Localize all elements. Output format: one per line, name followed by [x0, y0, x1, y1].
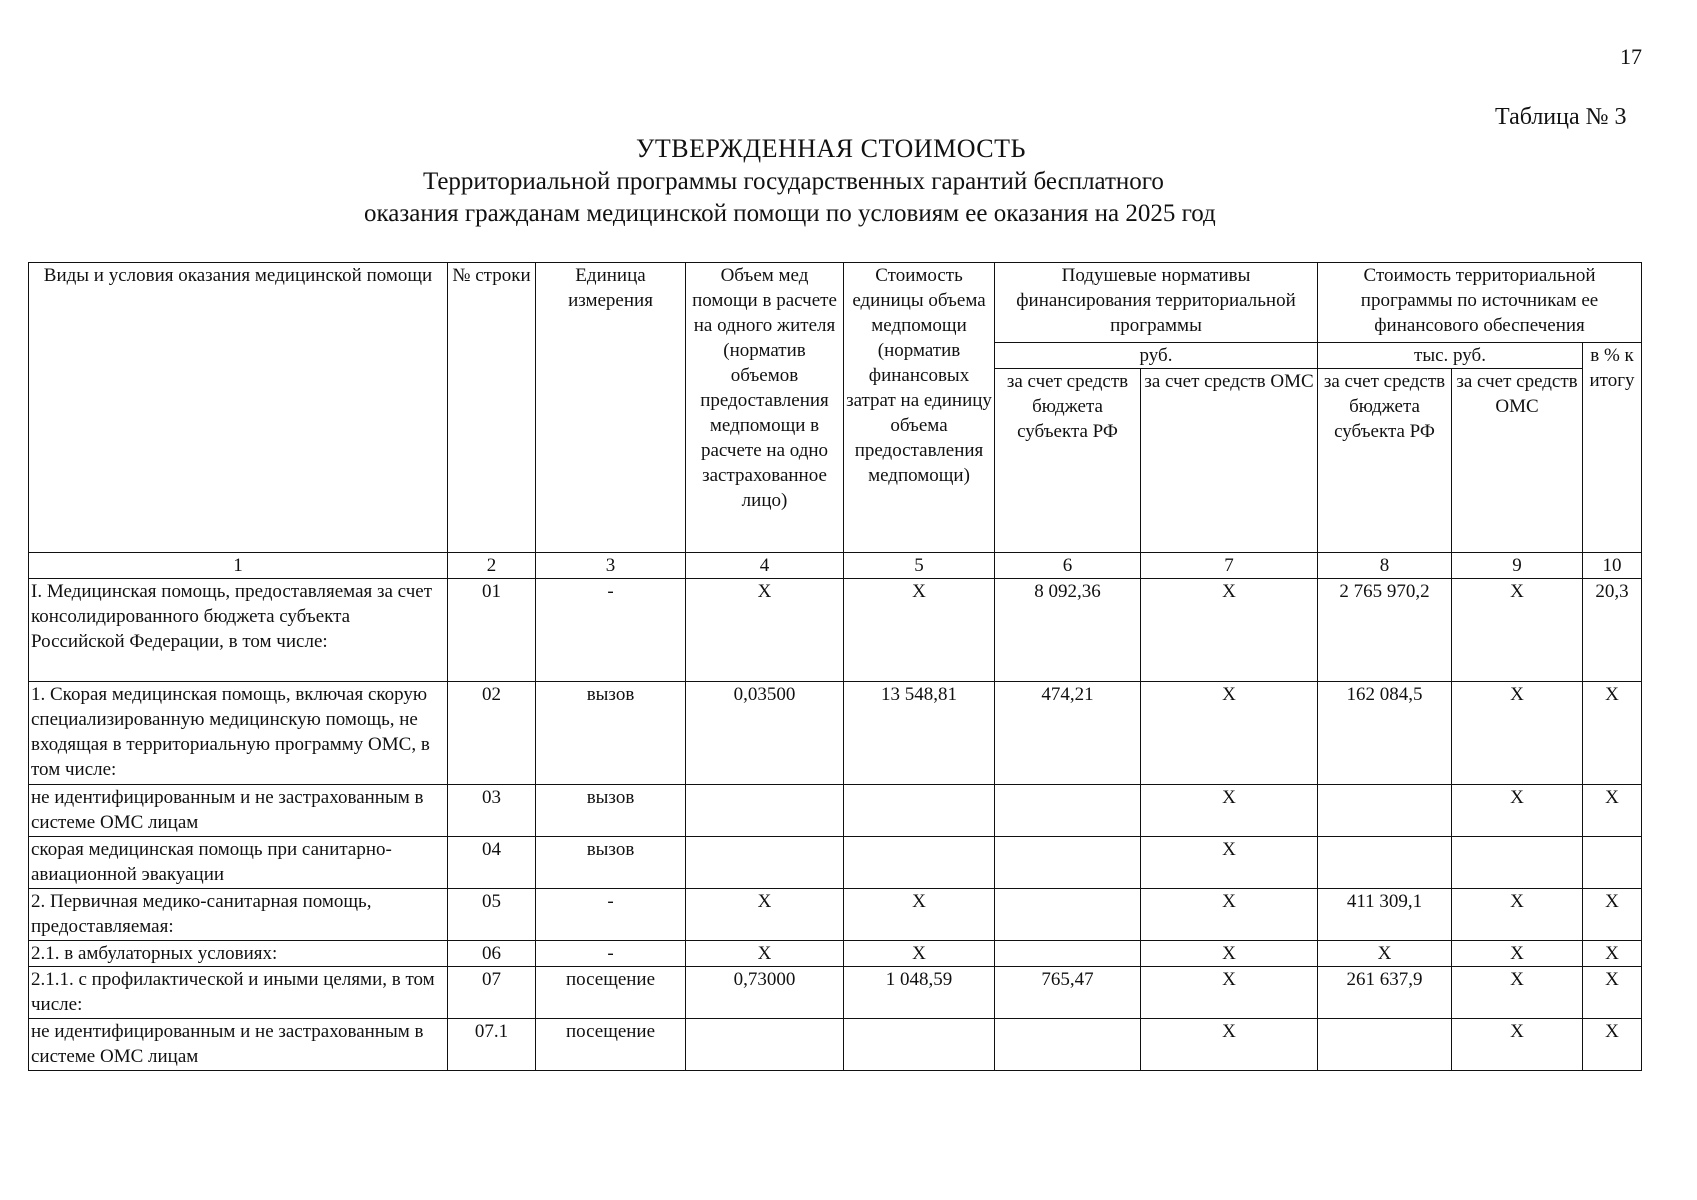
row-label: 2.1.1. с профилактической и иными целями, в том числе:	[29, 967, 448, 1019]
header-row-number: № строки	[448, 263, 536, 553]
cell-budget-cost	[1318, 785, 1452, 837]
row-number: 02	[448, 682, 536, 785]
title-line-2: оказания гражданам медицинской помощи по условиям ее оказания на 2025 год	[364, 200, 1216, 227]
cell-unit: вызов	[536, 837, 686, 889]
cell-budget-cost: 261 637,9	[1318, 967, 1452, 1019]
cell-oms-per-capita: X	[1141, 837, 1318, 889]
cell-unit: -	[536, 579, 686, 682]
cell-budget-cost: 2 765 970,2	[1318, 579, 1452, 682]
cell-unit: вызов	[536, 682, 686, 785]
cell-percent: 20,3	[1583, 579, 1642, 682]
cell-budget-cost: X	[1318, 941, 1452, 967]
header-budget-per-capita: за счет средств бюджета субъекта РФ	[995, 369, 1141, 553]
cell-oms-cost: X	[1452, 579, 1583, 682]
cell-volume	[686, 837, 844, 889]
cell-budget-per-capita	[995, 889, 1141, 941]
cell-percent: X	[1583, 682, 1642, 785]
header-unit-rub: руб.	[995, 343, 1318, 369]
cell-percent: X	[1583, 967, 1642, 1019]
cell-unit: вызов	[536, 785, 686, 837]
column-number: 10	[1583, 553, 1642, 579]
cell-unit: -	[536, 889, 686, 941]
column-number: 2	[448, 553, 536, 579]
header-unit: Единица измерения	[536, 263, 686, 553]
row-number: 03	[448, 785, 536, 837]
cell-budget-per-capita	[995, 785, 1141, 837]
cell-percent	[1583, 837, 1642, 889]
header-volume: Объем мед помощи в расчете на одного жителя (норматив объемов предоставления медпомощи в расчете на одно застрахованное лицо)	[686, 263, 844, 553]
row-label: скорая медицинская помощь при санитарно-авиационной эвакуации	[29, 837, 448, 889]
cell-budget-per-capita	[995, 837, 1141, 889]
cell-oms-per-capita: X	[1141, 967, 1318, 1019]
cell-budget-per-capita: 474,21	[995, 682, 1141, 785]
cell-oms-cost: X	[1452, 785, 1583, 837]
cell-volume: 0,73000	[686, 967, 844, 1019]
row-number: 06	[448, 941, 536, 967]
header-kinds-conditions: Виды и условия оказания медицинской помощи	[29, 263, 448, 553]
cell-budget-cost	[1318, 1019, 1452, 1071]
table-row	[29, 941, 1642, 967]
cell-percent: X	[1583, 889, 1642, 941]
row-number: 05	[448, 889, 536, 941]
page-number: 17	[1620, 44, 1642, 69]
cell-oms-cost: X	[1452, 889, 1583, 941]
column-number: 8	[1318, 553, 1452, 579]
cell-unit-cost	[844, 785, 995, 837]
cell-unit-cost	[844, 837, 995, 889]
header-percent-of-total: в % к итогу	[1583, 343, 1642, 553]
cell-budget-cost: 411 309,1	[1318, 889, 1452, 941]
cell-unit-cost: X	[844, 579, 995, 682]
row-label: 2. Первичная медико-санитарная помощь, предоставляемая:	[29, 889, 448, 941]
column-numbers-row	[29, 553, 1642, 579]
row-label: не идентифицированным и не застрахованным в системе ОМС лицам	[29, 1019, 448, 1071]
cell-volume: X	[686, 889, 844, 941]
header-program-cost-group: Стоимость территориальной программы по источникам ее финансового обеспечения	[1318, 263, 1642, 343]
header-per-capita-group: Подушевые нормативы финансирования территориальной программы	[995, 263, 1318, 343]
table-row	[29, 889, 1642, 941]
cell-percent: X	[1583, 1019, 1642, 1071]
cell-oms-per-capita: X	[1141, 1019, 1318, 1071]
cell-budget-per-capita: 765,47	[995, 967, 1141, 1019]
column-number: 7	[1141, 553, 1318, 579]
cell-budget-cost: 162 084,5	[1318, 682, 1452, 785]
header-unit-cost: Стоимость единицы объема медпомощи (норматив финансовых затрат на единицу объема предоставления медпомощи)	[844, 263, 995, 553]
cell-volume: X	[686, 579, 844, 682]
column-number: 3	[536, 553, 686, 579]
cell-percent: X	[1583, 785, 1642, 837]
cost-table	[28, 262, 1642, 1071]
column-number: 4	[686, 553, 844, 579]
table-row	[29, 967, 1642, 1019]
cell-oms-cost: X	[1452, 941, 1583, 967]
header-budget-cost: за счет средств бюджета субъекта РФ	[1318, 369, 1452, 553]
cell-oms-per-capita: X	[1141, 941, 1318, 967]
cell-unit-cost: X	[844, 941, 995, 967]
row-number: 07	[448, 967, 536, 1019]
row-label: 1. Скорая медицинская помощь, включая скорую специализированную медицинскую помощь, не входящая в территориальную программу ОМС, в том числе:	[29, 682, 448, 785]
cell-oms-cost: X	[1452, 967, 1583, 1019]
row-label: I. Медицинская помощь, предоставляемая за счет консолидированного бюджета субъекта Российской Федерации, в том числе:	[29, 579, 448, 682]
cell-oms-cost: X	[1452, 1019, 1583, 1071]
cell-unit-cost: 1 048,59	[844, 967, 995, 1019]
table-row	[29, 1019, 1642, 1071]
table-row	[29, 785, 1642, 837]
column-number: 1	[29, 553, 448, 579]
cell-oms-cost: X	[1452, 682, 1583, 785]
column-number: 6	[995, 553, 1141, 579]
header-oms-per-capita: за счет средств ОМС	[1141, 369, 1318, 553]
row-number: 01	[448, 579, 536, 682]
table-row	[29, 682, 1642, 785]
cell-volume: 0,03500	[686, 682, 844, 785]
cell-unit: посещение	[536, 967, 686, 1019]
title-line-1: Территориальной программы государственных гарантий бесплатного	[423, 168, 1164, 195]
cell-volume	[686, 785, 844, 837]
cell-oms-per-capita: X	[1141, 785, 1318, 837]
cell-unit: -	[536, 941, 686, 967]
row-label: не идентифицированным и не застрахованным в системе ОМС лицам	[29, 785, 448, 837]
cell-oms-per-capita: X	[1141, 889, 1318, 941]
cell-budget-cost	[1318, 837, 1452, 889]
header-oms-cost: за счет средств ОМС	[1452, 369, 1583, 553]
header-unit-thousand-rub: тыс. руб.	[1318, 343, 1583, 369]
row-number: 04	[448, 837, 536, 889]
cell-unit: посещение	[536, 1019, 686, 1071]
column-number: 9	[1452, 553, 1583, 579]
cell-oms-per-capita: X	[1141, 682, 1318, 785]
cell-percent: X	[1583, 941, 1642, 967]
cell-oms-per-capita: X	[1141, 579, 1318, 682]
title-main: УТВЕРЖДЕННАЯ СТОИМОСТЬ	[636, 134, 1026, 163]
column-number: 5	[844, 553, 995, 579]
cell-oms-cost	[1452, 837, 1583, 889]
cell-volume	[686, 1019, 844, 1071]
table-number: Таблица № 3	[1495, 104, 1627, 130]
table-row	[29, 579, 1642, 682]
cell-unit-cost: 13 548,81	[844, 682, 995, 785]
cell-unit-cost: X	[844, 889, 995, 941]
table-row	[29, 837, 1642, 889]
cell-budget-per-capita: 8 092,36	[995, 579, 1141, 682]
cell-budget-per-capita	[995, 941, 1141, 967]
row-number: 07.1	[448, 1019, 536, 1071]
row-label: 2.1. в амбулаторных условиях:	[29, 941, 448, 967]
cell-volume: X	[686, 941, 844, 967]
cell-budget-per-capita	[995, 1019, 1141, 1071]
cell-unit-cost	[844, 1019, 995, 1071]
